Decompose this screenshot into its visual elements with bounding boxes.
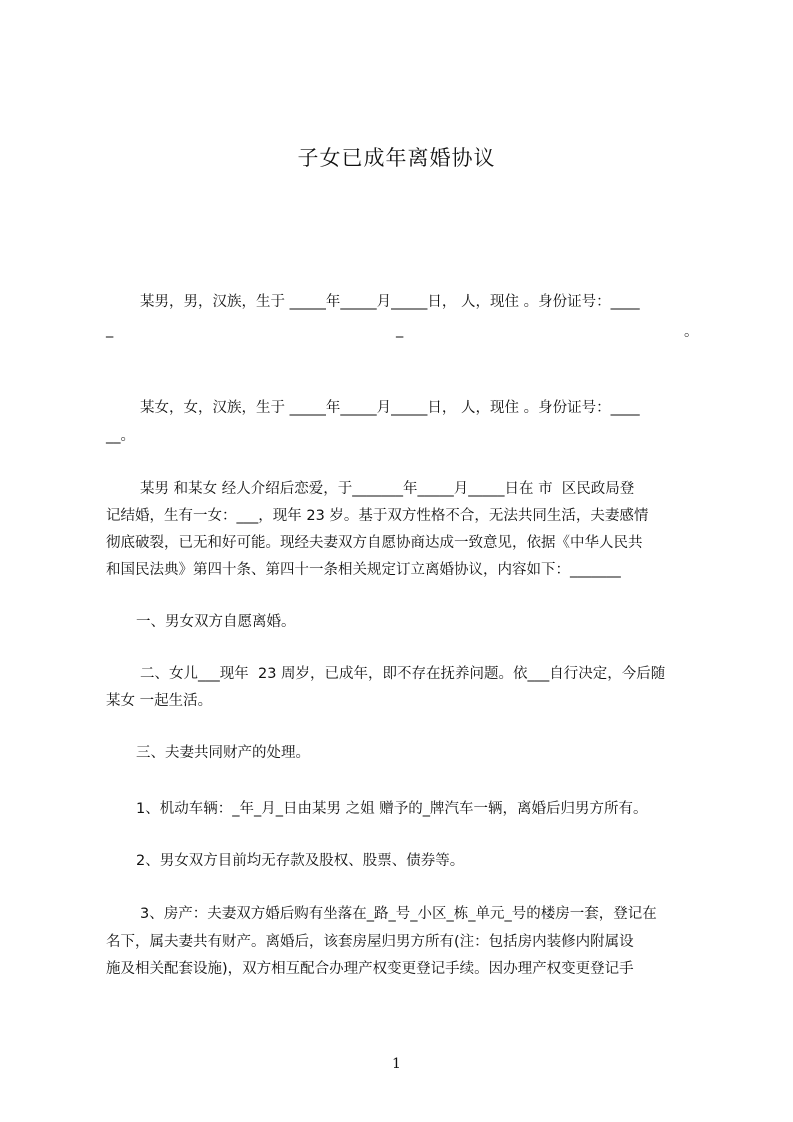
paragraph-line: _	[396, 322, 404, 338]
page-number: 1	[392, 1056, 401, 1072]
paragraph-line: 名下，属夫妻共有财产。离婚后，该套房屋归男方所有(注：包括房内装修内附属设	[106, 934, 634, 950]
paragraph-line: 3、房产：夫妻双方婚后购有坐落在_路_号_小区_栋_单元_号的楼房一套，登记在	[140, 906, 657, 922]
paragraph-line: 和国民法典》第四十条、第四十一条相关规定订立离婚协议，内容如下：_______	[106, 562, 621, 578]
paragraph-line: 某男 和某女 经人介绍后恋爱，于_______年_____月_____日在 市 区民政局登	[140, 481, 635, 497]
document-title: 子女已成年离婚协议	[297, 146, 496, 170]
paragraph-line: 某女 一起生活。	[106, 693, 213, 709]
section-heading: 三、夫妻共同财产的处理。	[136, 745, 310, 761]
paragraph-line: __。	[106, 428, 135, 444]
paragraph-line: 。	[684, 324, 699, 340]
paragraph-line: 记结婚，生有一女：___，现年 23 岁。基于双方性格不合，无法共同生活，夫妻感情	[106, 508, 649, 524]
paragraph-line: 某女，女，汉族，生于 _____年_____月_____日， 人，现住 。身份证号：____	[140, 400, 640, 416]
paragraph-line: 施及相关配套设施)，双方相互配合办理产权变更登记手续。因办理产权变更登记手	[106, 961, 634, 977]
paragraph-line: 彻底破裂，已无和好可能。现经夫妻双方自愿协商达成一致意见，依据《中华人民共	[106, 535, 643, 551]
paragraph-line: 2、男女双方目前均无存款及股权、股票、债券等。	[136, 853, 465, 869]
section-heading: 一、男女双方自愿离婚。	[136, 614, 296, 630]
paragraph-line: 二、女儿___现年 23 周岁，已成年，即不存在抚养问题。依___自行决定，今后随	[140, 666, 666, 682]
paragraph-line: _	[106, 322, 114, 338]
paragraph-line: 1、机动车辆：_年_月_日由某男 之姐 赠予的_牌汽车一辆，离婚后归男方所有。	[136, 801, 648, 817]
paragraph-line: 某男，男，汉族，生于 _____年_____月_____日， 人，现住 。身份证号：____	[140, 294, 640, 310]
